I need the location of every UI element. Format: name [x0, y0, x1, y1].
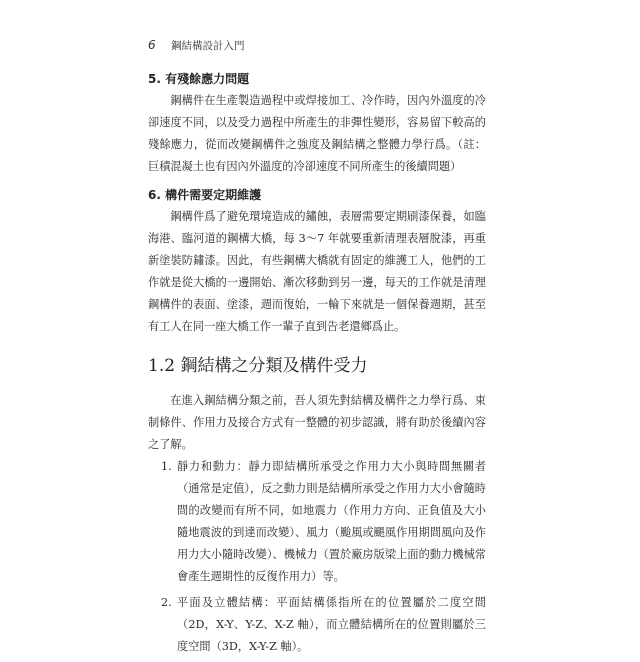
- page-number: 6: [148, 38, 156, 52]
- section-body-6: 鋼構件爲了避免環境造成的鏽蝕，表層需要定期刷漆保養，如臨海港、臨河道的鋼構大橋，每 3～7 年就要重新清理表層脫漆，再重新塗裝防鏽漆。因此，有些鋼構大橋就有固定的維護工人，他們的工作就是從大橋的一邊開始、漸次移動到另一邊，每天的工作就是清理鋼構件的表面、塗漆，週而復始，一輪下來就是一個保養週期，甚至有工人在同一座大橋工作一輩子直到告老還鄉爲止。: [148, 210, 486, 333]
- running-header: [148, 38, 244, 53]
- list-item-text: 平面及立體結構：平面結構係指所在的位置屬於二度空間（2D，X-Y、Y-Z、X-Z 軸），而立體結構所在的位置則屬於三度空間（3D，X-Y-Z 軸）。: [177, 596, 486, 653]
- book-title: 鋼結構設計入門: [170, 40, 245, 52]
- list-item: [148, 456, 486, 588]
- list-item-text: 靜力和動力：靜力即結構所承受之作用力大小與時間無關者（通常是定值），反之動力則是結構所承受之作用力大小會隨時間的改變而有所不同，如地震力（作用力方向、正負值及大小隨地震波的到達而改變）、風力（颱風或颶風作用期間風向及作用力大小隨時改變）、機械力（置於廠房版梁上面的動力機械常會產生週期性的反復作用力）等。: [177, 460, 486, 583]
- list-item-number: 1.: [161, 460, 172, 473]
- page-content: [148, 68, 486, 662]
- section-heading-6: 6. 構件需要定期維護: [148, 188, 262, 202]
- list-item: [148, 592, 486, 658]
- list-item-number: 2.: [161, 596, 172, 609]
- classification-list: [148, 456, 486, 658]
- chapter-intro: 在進入鋼結構分類之前，吾人須先對結構及構件之力學行爲、束制條件、作用力及接合方式有一整體的初步認識，將有助於後續內容之了解。: [148, 394, 486, 451]
- chapter-heading: 1.2 鋼結構之分類及構件受力: [148, 356, 368, 376]
- section-heading-5: 5. 有殘餘應力問題: [148, 72, 250, 86]
- section-body-5: 鋼構件在生產製造過程中或焊接加工、冷作時，因內外溫度的冷卻速度不同，以及受力過程中所產生的非彈性變形，容易留下較高的殘餘應力，從而改變鋼構件之強度及鋼結構之整體力學行爲。（註：巨積混凝土也有因內外溫度的冷卻速度不同所產生的後續問題）: [148, 94, 486, 173]
